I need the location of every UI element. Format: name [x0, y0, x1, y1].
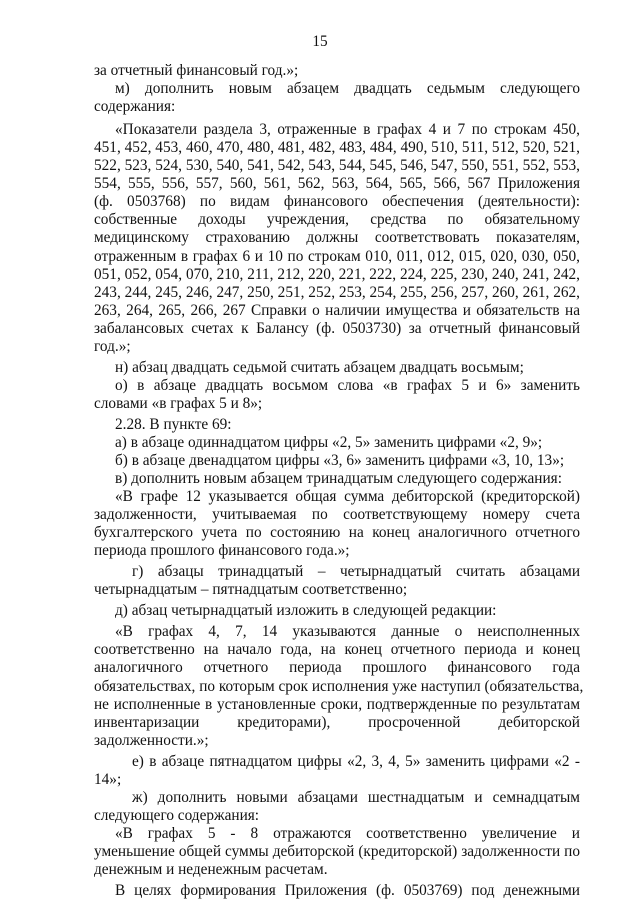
- text-line: задолженности.»;: [94, 731, 209, 749]
- text-line: н) абзац двадцать седьмой считать абзацем двадцать восьмым;: [115, 358, 524, 376]
- text-line: 243, 244, 245, 246, 247, 250, 251, 252, 253, 254, 255, 256, 257, 260, 261, 262,: [94, 283, 580, 301]
- text-line: периода прошлого финансового года.»;: [94, 542, 350, 560]
- text-line: (ф. 0503768) по видам финансового обеспечения (деятельности):: [94, 193, 580, 211]
- text-line: в) дополнить новым абзацем тринадцатым следующего содержания:: [115, 470, 562, 488]
- text-line: отраженным в графах 6 и 10 по строкам 010, 011, 012, 015, 020, 030, 050,: [94, 247, 580, 265]
- text-line: «В графах 5 - 8 отражаются соответственно увеличение и: [115, 824, 580, 842]
- text-line: медицинскому страхованию должны соответствовать показателям,: [94, 229, 580, 247]
- text-line: а) в абзаце одиннадцатом цифры «2, 5» заменить цифрами «2, 9»;: [115, 433, 543, 451]
- text-line: 14»;: [94, 770, 122, 788]
- text-line: год.»;: [94, 337, 131, 355]
- text-line: 2.28. В пункте 69:: [115, 415, 232, 433]
- text-line: содержания:: [94, 98, 176, 116]
- text-line: 522, 523, 524, 530, 540, 541, 542, 543, 544, 545, 546, 547, 550, 551, 552, 553,: [94, 157, 580, 175]
- text-line: бухгалтерского учета по состоянию на конец аналогичного отчетного: [94, 524, 580, 542]
- page-number: 15: [312, 33, 328, 50]
- text-line: не исполненные в установленные сроки, подтвержденные по результатам: [94, 695, 580, 713]
- text-line: е) в абзаце пятнадцатом цифры «2, 3, 4, 5» заменить цифрами «2 -: [132, 752, 580, 770]
- text-line: 051, 052, 054, 070, 210, 211, 212, 220, 221, 222, 224, 225, 230, 240, 241, 242,: [94, 265, 580, 283]
- text-line: б) в абзаце двенадцатом цифры «3, 6» заменить цифрами «3, 10, 13»;: [115, 452, 565, 469]
- text-line: задолженности, учитываемая по соответствующему номеру счета: [94, 506, 580, 524]
- text-line: о) в абзаце двадцать восьмом слова «в графах 5 и 6» заменить: [115, 376, 580, 394]
- text-line: 554, 555, 556, 557, 560, 561, 562, 563, 564, 565, 566, 567 Приложения: [94, 175, 580, 193]
- text-line: следующего содержания:: [94, 806, 260, 824]
- text-line: м) дополнить новым абзацем двадцать седьмым следующего: [115, 80, 580, 98]
- text-line: четырнадцатым – пятнадцатым соответственно;: [94, 581, 408, 599]
- text-line: уменьшение общей суммы дебиторской (кредиторской) задолженности по: [94, 843, 580, 860]
- text-line: г) абзацы тринадцатый – четырнадцатый считать абзацами: [132, 563, 580, 581]
- text-line: словами «в графах 5 и 8»;: [94, 394, 263, 412]
- text-line: д) абзац четырнадцатый изложить в следующей редакции:: [115, 602, 497, 620]
- text-line: аналогичного отчетного периода прошлого финансового года: [94, 659, 580, 677]
- text-line: 451, 452, 453, 460, 470, 480, 481, 482, 483, 484, 490, 510, 511, 512, 520, 521,: [94, 139, 580, 157]
- text-line: обязательствах, по которым срок исполнения уже наступил (обязательства,: [94, 677, 584, 695]
- text-line: ж) дополнить новыми абзацами шестнадцатым и семнадцатым: [132, 788, 580, 806]
- text-line: «Показатели раздела 3, отраженные в графах 4 и 7 по строкам 450,: [115, 121, 580, 138]
- text-line: 263, 264, 265, 266, 267 Справки о наличии имущества и обязательств на: [94, 301, 580, 319]
- text-line: «В графе 12 указывается общая сумма дебиторской (кредиторской): [115, 488, 580, 506]
- text-line: за отчетный финансовый год.»;: [94, 62, 299, 79]
- text-line: «В графах 4, 7, 14 указываются данные о неисполненных: [115, 623, 580, 641]
- text-line: собственные доходы учреждения, средства по обязательному: [94, 211, 580, 229]
- text-line: инвентаризации кредиторами), просроченной дебиторской: [94, 713, 580, 731]
- text-line: денежным и неденежным расчетам.: [94, 861, 328, 879]
- text-line: В целях формирования Приложения (ф. 0503769) под денежными: [115, 882, 580, 899]
- text-line: соответственно на начало года, на конец отчетного периода и конец: [94, 641, 580, 659]
- text-line: забалансовых счетах к Балансу (ф. 0503730) за отчетный финансовый: [94, 319, 580, 337]
